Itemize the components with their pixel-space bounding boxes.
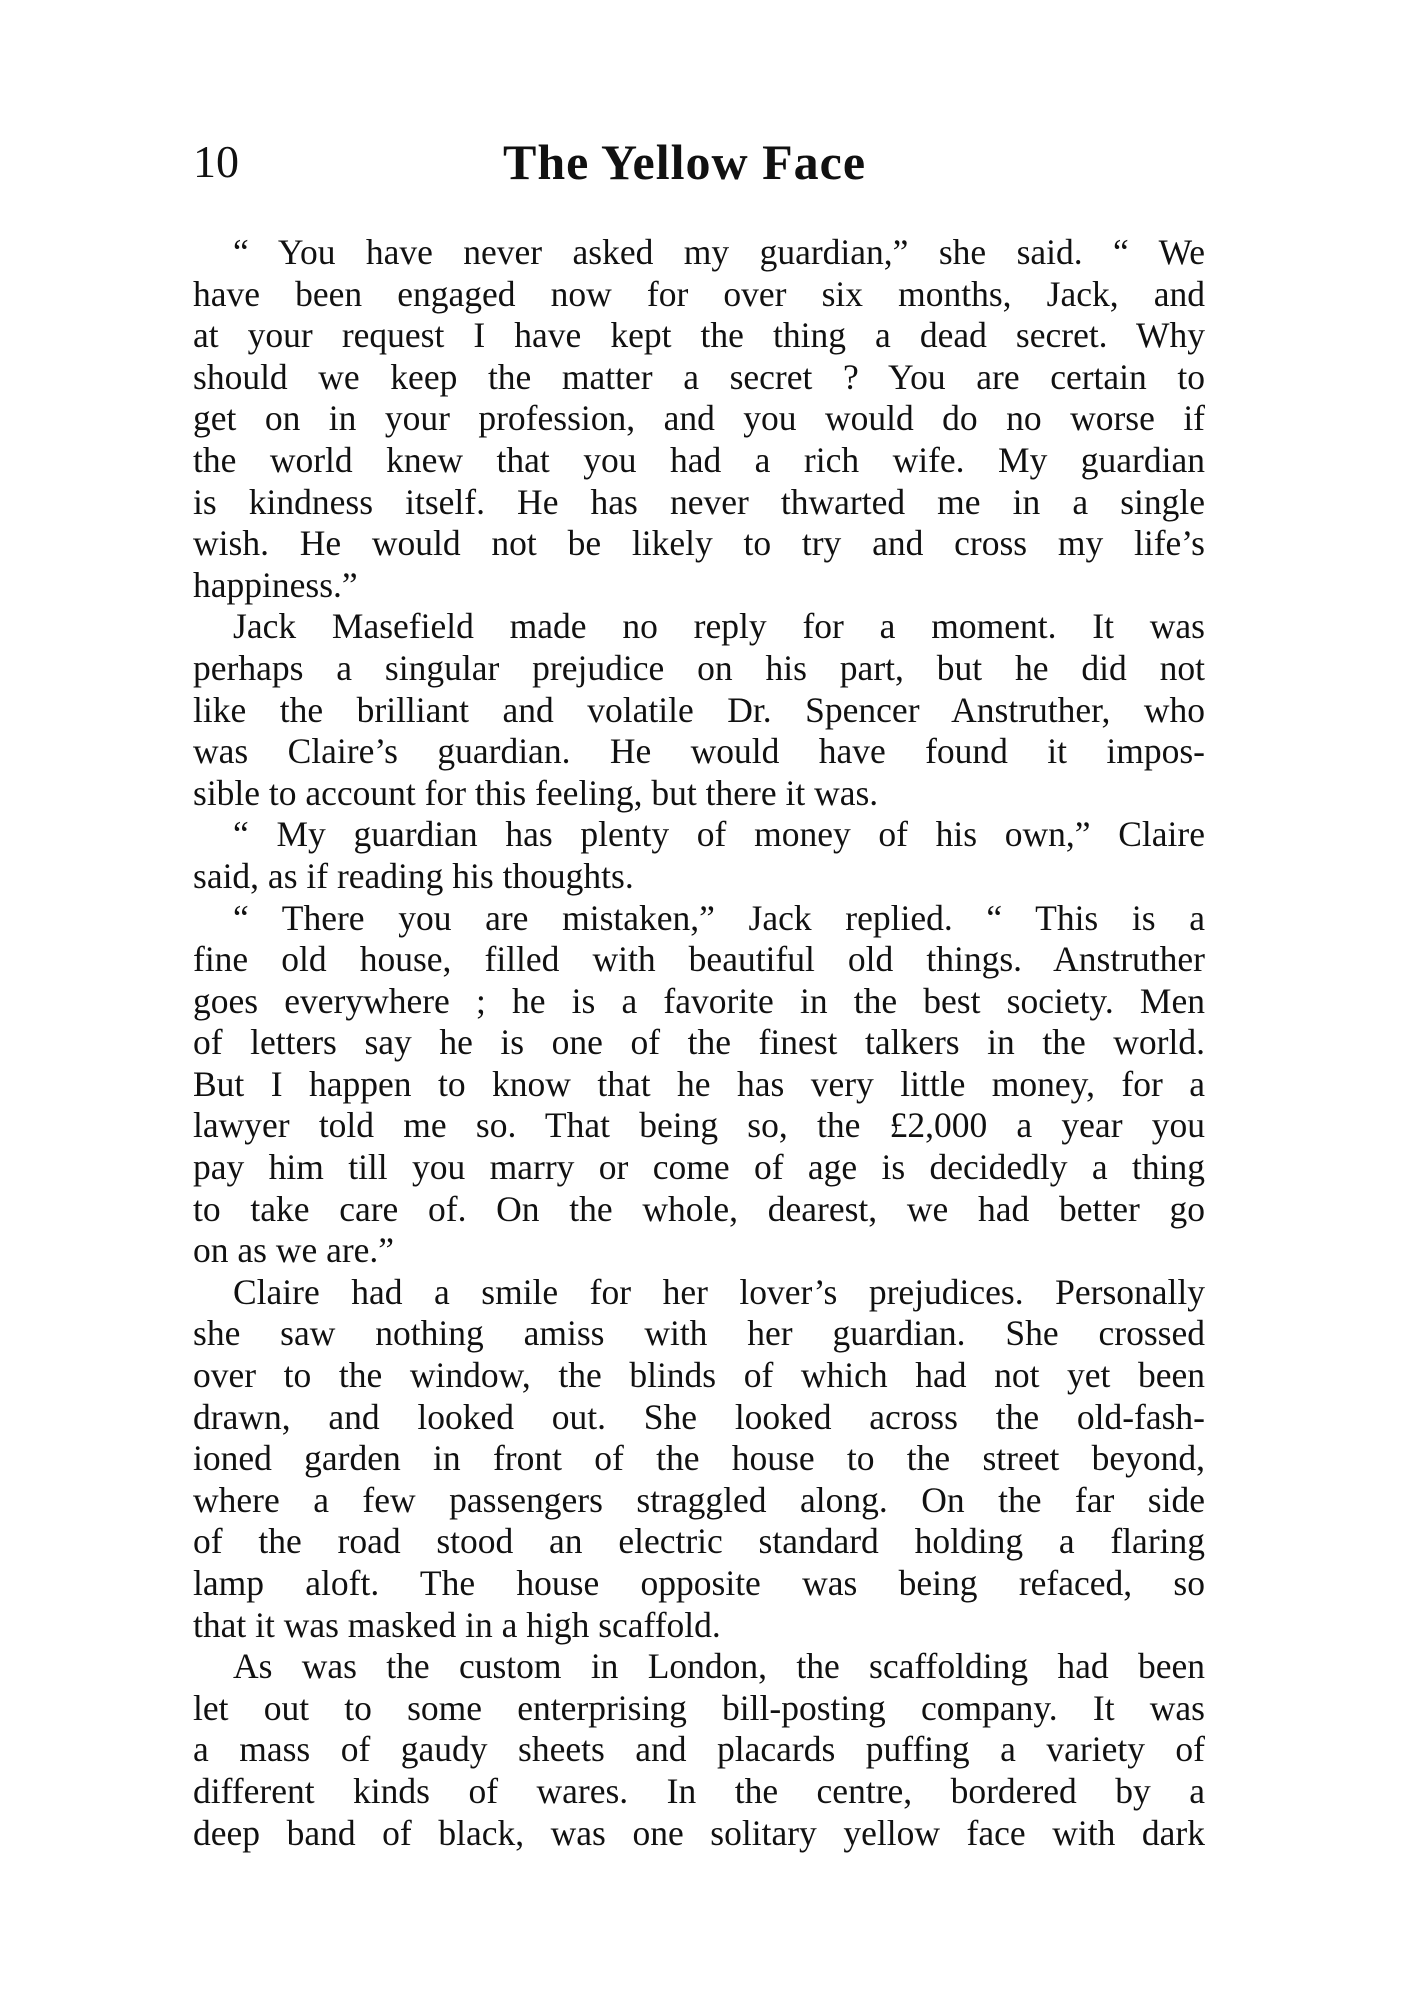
text-line: lamp aloft. The house opposite was being refaced, so: [193, 1563, 1205, 1603]
text-line: happiness.”: [193, 564, 358, 605]
text-line: ioned garden in front of the house to the street beyond,: [193, 1438, 1205, 1479]
text-line: Claire had a smile for her lover’s prejudices. Personally: [233, 1271, 1205, 1312]
text-line: to take care of. On the whole, dearest, we had better go: [193, 1188, 1205, 1229]
text-line: at your request I have kept the thing a dead secret. Why: [193, 315, 1205, 356]
text-line: that it was masked in a high scaffold.: [193, 1604, 721, 1645]
page-number: 10: [193, 136, 239, 187]
text-line: the world knew that you had a rich wife. My guardian: [193, 439, 1205, 480]
text-line: was Claire’s guardian. He would have found it impos-: [193, 731, 1205, 772]
body-text: [193, 232, 1205, 1854]
text-line: “ My guardian has plenty of money of his own,” Claire: [233, 814, 1205, 855]
text-line: wish. He would not be likely to try and cross my life’s: [193, 523, 1205, 564]
text-line: pay him till you marry or come of age is decidedly a thing: [193, 1147, 1205, 1188]
text-line: where a few passengers straggled along. On the far side: [193, 1479, 1205, 1520]
text-line: she saw nothing amiss with her guardian. She crossed: [193, 1313, 1205, 1354]
text-line: perhaps a singular prejudice on his part, but he did not: [193, 647, 1205, 688]
text-line: different kinds of wares. In the centre, bordered by a: [193, 1770, 1205, 1811]
running-head: [193, 132, 1205, 192]
paragraph-4: [193, 898, 1205, 1272]
text-line: deep band of black, was one solitary yellow face with dark: [193, 1812, 1205, 1853]
running-title: The Yellow Face: [503, 134, 867, 190]
text-line: have been engaged now for over six months, Jack, and: [193, 273, 1205, 314]
text-line: fine old house, filled with beautiful old things. Anstruther: [193, 939, 1205, 980]
text-line: sible to account for this feeling, but there it was.: [193, 772, 879, 813]
text-line: is kindness itself. He has never thwarted me in a single: [193, 481, 1205, 522]
text-line: of letters say he is one of the finest talkers in the world.: [193, 1022, 1205, 1063]
text-line: should we keep the matter a secret ? You are certain to: [193, 356, 1205, 397]
text-line: But I happen to know that he has very little money, for a: [193, 1063, 1205, 1104]
text-line: drawn, and looked out. She looked across the old-fash-: [193, 1396, 1205, 1437]
text-line: goes everywhere ; he is a favorite in the best society. Men: [193, 980, 1205, 1021]
text-line: over to the window, the blinds of which had not yet been: [193, 1355, 1205, 1396]
text-line: a mass of gaudy sheets and placards puffing a variety of: [193, 1729, 1205, 1770]
text-line: get on in your profession, and you would do no worse if: [193, 398, 1205, 439]
text-line: like the brilliant and volatile Dr. Spencer Anstruther, who: [193, 689, 1205, 730]
text-line: As was the custom in London, the scaffolding had been: [233, 1646, 1205, 1687]
text-line: on as we are.”: [193, 1230, 395, 1271]
text-line: Jack Masefield made no reply for a moment. It was: [233, 606, 1205, 647]
text-line: “ You have never asked my guardian,” she said. “ We: [233, 232, 1205, 272]
text-line: of the road stood an electric standard holding a flaring: [193, 1521, 1205, 1562]
text-line: said, as if reading his thoughts.: [193, 855, 634, 896]
paragraph-2: [193, 606, 1205, 814]
paragraph-1: [193, 232, 1205, 606]
text-line: “ There you are mistaken,” Jack replied. “ This is a: [233, 897, 1205, 938]
text-line: lawyer told me so. That being so, the £2,000 a year you: [193, 1105, 1205, 1146]
paragraph-5: [193, 1272, 1205, 1646]
text-line: let out to some enterprising bill-posting company. It was: [193, 1687, 1205, 1728]
paragraph-6: [193, 1646, 1205, 1854]
paragraph-3: [193, 814, 1205, 897]
